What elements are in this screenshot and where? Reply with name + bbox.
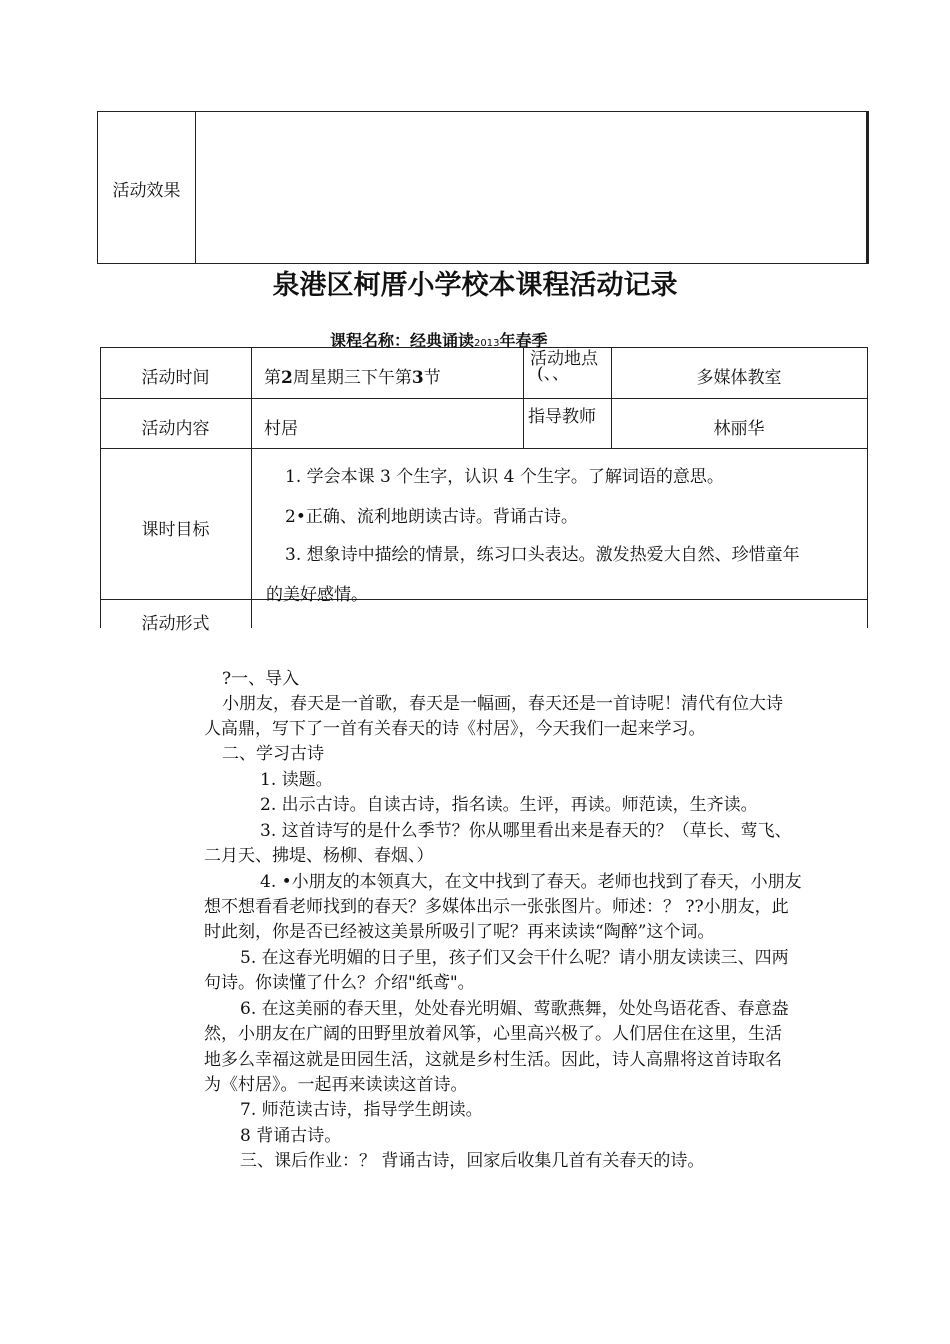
lesson-line: 小朋友，春天是一首歌，春天是一幅画，春天还是一首诗呢！清代有位大诗 bbox=[222, 694, 783, 714]
teacher-label: 指导教师 bbox=[528, 407, 596, 427]
course-name-prefix: 课程名称：经典诵读 bbox=[330, 331, 475, 350]
place-label-suffix: (、、 bbox=[537, 364, 570, 384]
goal-item: 1. 学会本课 3 个生字，认识 4 个生字。了解词语的意思。 bbox=[285, 467, 724, 487]
content-label: 活动内容 bbox=[141, 419, 210, 439]
record-table bbox=[100, 347, 868, 634]
course-year: 2013 bbox=[474, 338, 500, 349]
teacher-value: 林丽华 bbox=[713, 419, 765, 439]
page-title: 泉港区柯厝小学校本课程活动记录 bbox=[272, 270, 678, 301]
table-line bbox=[100, 347, 868, 348]
lesson-line: 句诗。你读懂了什么？介绍"纸鸢"。 bbox=[204, 973, 475, 993]
goal-item: 3. 想象诗中描绘的情景，练习口头表达。激发热爱大自然、珍惜童年 bbox=[285, 545, 800, 565]
content-value: 村居 bbox=[264, 419, 298, 439]
lesson-line: 然，小朋友在广阔的田野里放着风筝，心里高兴极了。人们居住在这里，生活 bbox=[204, 1024, 782, 1044]
goal-item: 的美好感情。 bbox=[266, 585, 368, 605]
table-line bbox=[100, 599, 868, 600]
place-value: 多媒体教室 bbox=[696, 368, 782, 388]
effect-table bbox=[97, 111, 869, 264]
lesson-line: 二、学习古诗 bbox=[222, 744, 324, 764]
lesson-line: ?一、导入 bbox=[222, 669, 300, 689]
lesson-line: 三、课后作业：？ 背诵古诗，回家后收集几首有关春天的诗。 bbox=[240, 1151, 705, 1171]
goal-item: 2•正确、流利地朗读古诗。背诵古诗。 bbox=[285, 507, 578, 527]
lesson-line: 为《村居》。一起再来读读这首诗。 bbox=[204, 1075, 468, 1095]
table-line bbox=[100, 398, 868, 399]
lesson-line: 1. 读题。 bbox=[260, 770, 333, 790]
table-line bbox=[523, 347, 524, 448]
place-label: 活动地点 bbox=[530, 349, 598, 369]
lesson-line: 二月天、拂堤、杨柳、春烟、） bbox=[204, 846, 434, 866]
goals-label: 课时目标 bbox=[141, 520, 210, 540]
lesson-line: 人高鼎，写下了一首有关春天的诗《村居》，今天我们一起来学习。 bbox=[204, 719, 706, 739]
lesson-line: 4. •小朋友的本领真大，在文中找到了春天。老师也找到了春天，小朋友 bbox=[260, 872, 802, 892]
lesson-line: 5. 在这春光明媚的日子里，孩子们又会干什么呢？请小朋友读读三、四两 bbox=[240, 948, 789, 968]
effect-table-divider bbox=[195, 112, 196, 263]
form-label: 活动形式 bbox=[141, 614, 210, 634]
time-label: 活动时间 bbox=[141, 368, 210, 388]
lesson-line: 8 背诵古诗。 bbox=[240, 1126, 342, 1146]
table-line bbox=[100, 448, 868, 449]
table-line bbox=[867, 347, 868, 628]
lesson-line: 2. 出示古诗。自读古诗，指名读。生评，再读。师范读，生齐读。 bbox=[260, 795, 758, 815]
lesson-line: 时此刻，你是否已经被这美景所吸引了呢？再来读读“陶醉”这个词。 bbox=[204, 922, 715, 942]
course-season: 年春季 bbox=[499, 331, 548, 350]
lesson-line: 想不想看看老师找到的春天？多媒体出示一张张图片。师述：？ ??小朋友，此 bbox=[204, 897, 789, 917]
effect-label: 活动效果 bbox=[112, 181, 181, 201]
table-line bbox=[100, 347, 101, 628]
lesson-line: 地多么幸福这就是田园生活，这就是乡村生活。因此，诗人高鼎将这首诗取名 bbox=[204, 1050, 782, 1070]
lesson-line: 7. 师范读古诗，指导学生朗读。 bbox=[240, 1100, 483, 1120]
lesson-line: 3. 这首诗写的是什么季节？你从哪里看出来是春天的？（草长、莺飞、 bbox=[260, 821, 792, 841]
lesson-line: 6. 在这美丽的春天里，处处春光明媚、莺歌燕舞，处处鸟语花香、春意盎 bbox=[240, 999, 789, 1019]
time-value: 第2周星期三下午第3节 bbox=[264, 368, 441, 388]
table-line bbox=[251, 347, 252, 628]
